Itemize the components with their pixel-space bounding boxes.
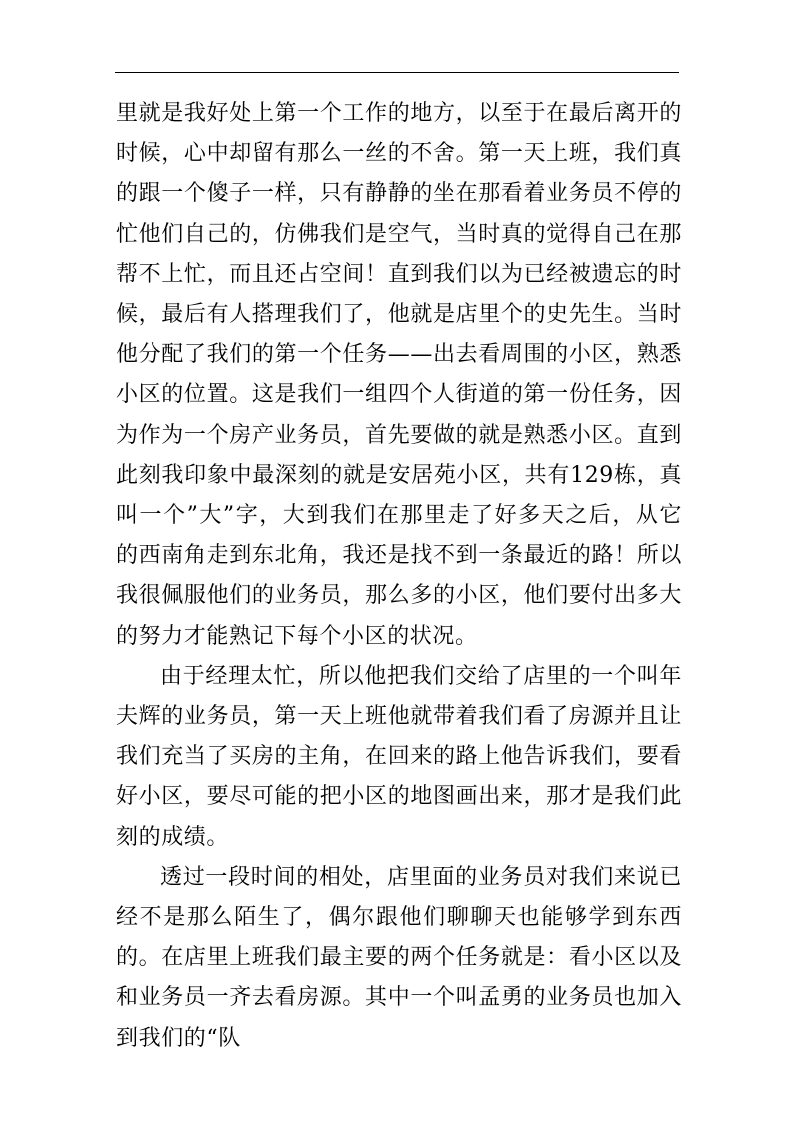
- paragraph-manager-busy: 由于经理太忙，所以他把我们交给了店里的一个叫年夫辉的业务员，第一天上班他就带着我们看了房源并且让我们充当了买房的主角，在回来的路上他告诉我们，要看好小区，要尽可能的把小区的地图画出来，那才是我们此刻的成绩。: [116, 663, 682, 850]
- paragraph-colleagues: 透过一段时间的相处，店里面的业务员对我们来说已经不是那么陌生了，偶尔跟他们聊聊天也能够学到东西的。在店里上班我们最主要的两个任务就是：看小区以及和业务员一齐去看房源。其中一个叫孟勇的业务员也加入到我们的“队: [116, 864, 682, 1051]
- paragraph-continuation: 里就是我好处上第一个工作的地方，以至于在最后离开的时候，心中却留有那么一丝的不舍。第一天上班，我们真的跟一个傻子一样，只有静静的坐在那看着业务员不停的忙他们自己的，仿佛我们是空气，当时真的觉得自己在那帮不上忙，而且还占空间！直到我们以为已经被遗忘的时候，最后有人搭理我们了，他就是店里个的史先生。当时他分配了我们的第一个任务——出去看周围的小区，熟悉小区的位置。这是我们一组四个人街道的第一份任务，因为作为一个房产业务员，首先要做的就是熟悉小区。直到此刻我印象中最深刻的就是安居苑小区，共有129栋，真叫一个”大”字，大到我们在那里走了好多天之后，从它的西南角走到东北角，我还是找不到一条最近的路！所以我很佩服他们的业务员，那么多的小区，他们要付出多大的努力才能熟记下每个小区的状况。: [116, 101, 682, 649]
- document-body: [116, 94, 682, 1059]
- header-rule: [115, 72, 679, 73]
